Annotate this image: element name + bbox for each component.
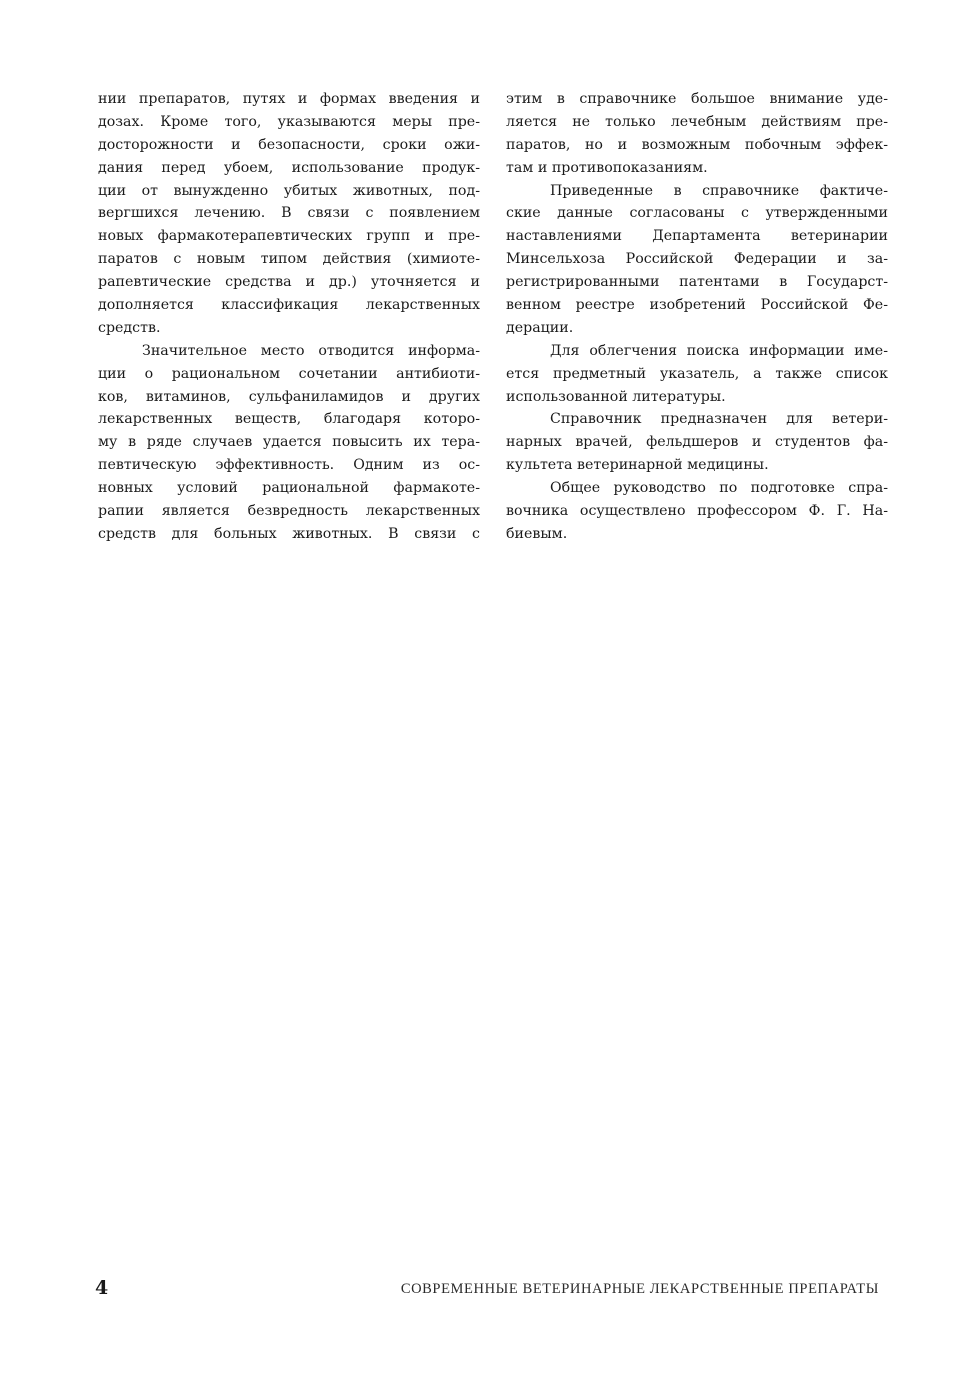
text-line: новых фармакотерапевтических групп и пре- xyxy=(98,228,480,245)
text-line: му в ряде случаев удается повысить их тера- xyxy=(98,434,480,451)
text-line: ляется не только лечебным действиям пре- xyxy=(506,113,888,130)
text-line: там и противопоказаниям. xyxy=(506,159,708,176)
right-text-column xyxy=(506,88,888,546)
text-line: дополняется классификация лекарственных xyxy=(98,297,480,314)
page-number: 4 xyxy=(95,1277,109,1299)
text-line: новных условий рациональной фармакоте- xyxy=(98,480,480,497)
text-line: нарных врачей, фельдшеров и студентов фа- xyxy=(506,434,888,451)
text-line: паратов, но и возможным побочным эффек- xyxy=(506,136,888,153)
text-line: дозах. Кроме того, указываются меры пре- xyxy=(98,113,480,130)
text-line: дания перед убоем, использование продук- xyxy=(98,159,480,176)
text-line: Приведенные в справочнике фактиче- xyxy=(550,182,888,199)
text-line: Общее руководство по подготовке спра- xyxy=(550,480,888,497)
text-line: регистрированными патентами в Государст- xyxy=(506,274,888,291)
text-line: средств для больных животных. В связи с xyxy=(98,525,480,542)
text-line: средств. xyxy=(98,319,161,336)
text-line: нии препаратов, путях и формах введения и xyxy=(98,91,480,107)
text-line: ские данные согласованы с утвержденными xyxy=(506,205,888,222)
left-text-column xyxy=(98,88,480,546)
text-line: Минсельхоза Российской Федерации и за- xyxy=(506,251,888,268)
text-line: этим в справочнике большое внимание уде- xyxy=(506,91,888,107)
text-line: ции о рациональном сочетании антибиоти- xyxy=(98,365,480,382)
text-line: рапевтические средства и др.) уточняется и xyxy=(98,274,480,291)
text-line: досторожности и безопасности, сроки ожи- xyxy=(98,136,480,153)
text-line: ции от вынужденно убитых животных, под- xyxy=(98,182,480,199)
text-line: использованной литературы. xyxy=(506,388,726,405)
text-line: культета ветеринарной медицины. xyxy=(506,457,769,474)
text-line: ков, витаминов, сульфаниламидов и других xyxy=(98,388,480,405)
text-line: наставлениями Департамента ветеринарии xyxy=(506,228,888,245)
text-line: Справочник предназначен для ветери- xyxy=(550,411,888,428)
text-line: Для облегчения поиска информации име- xyxy=(550,342,888,359)
text-line: певтическую эффективность. Одним из ос- xyxy=(98,457,480,474)
text-line: рапии является безвредность лекарственных xyxy=(98,503,480,520)
text-line: вочника осуществлено профессором Ф. Г. На- xyxy=(506,503,888,520)
text-line: Значительное место отводится информа- xyxy=(142,342,480,359)
text-line: ется предметный указатель, а также список xyxy=(506,365,888,382)
text-line: лекарственных веществ, благодаря которо- xyxy=(98,411,480,428)
text-line: биевым. xyxy=(506,525,568,542)
text-line: паратов с новым типом действия (химиоте- xyxy=(98,251,480,268)
running-title: СОВРЕМЕННЫЕ ВЕТЕРИНАРНЫЕ ЛЕКАРСТВЕННЫЕ ПРЕПАРАТЫ xyxy=(400,1281,879,1297)
text-line: венном реестре изобретений Российской Фе- xyxy=(506,297,888,314)
text-line: вергшихся лечению. В связи с появлением xyxy=(98,205,480,222)
text-line: дерации. xyxy=(506,319,574,336)
